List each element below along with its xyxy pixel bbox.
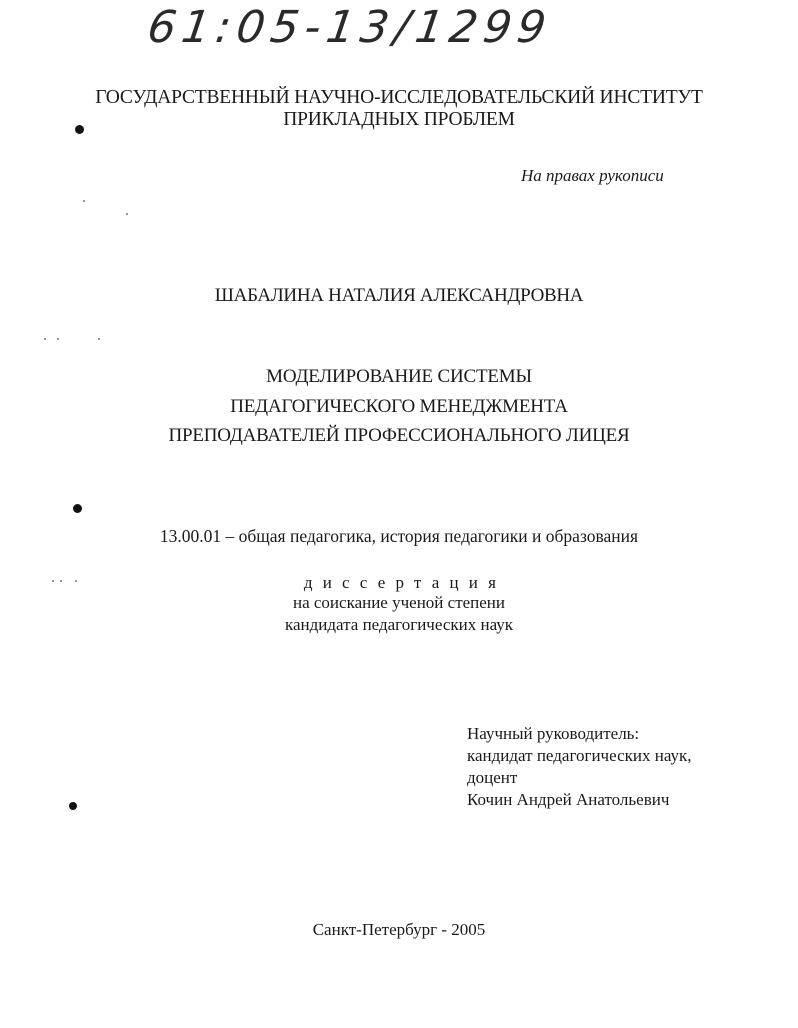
- scan-speck: [126, 213, 128, 215]
- city-year: Санкт-Петербург - 2005: [312, 920, 486, 939]
- institute-name: [0, 87, 798, 131]
- supervisor-name: Кочин Андрей Анатольевич: [467, 790, 670, 809]
- archive-number-handwritten: 61:05-13/1299: [144, 2, 556, 53]
- supervisor-rank: доцент: [467, 768, 518, 787]
- punch-hole-mark: [69, 802, 77, 810]
- scan-speck: [57, 338, 59, 340]
- scan-speck: [75, 580, 77, 582]
- dissertation-title: [0, 362, 798, 451]
- rights-note: На правах рукописи: [521, 166, 664, 185]
- punch-hole-mark: [73, 504, 82, 513]
- supervisor-label: Научный руководитель:: [467, 724, 640, 743]
- degree-line-1: на соискание ученой степени: [292, 593, 506, 612]
- title-line-2: ПЕДАГОГИЧЕСКОГО МЕНЕДЖМЕНТА: [230, 395, 568, 417]
- supervisor-degree: кандидат педагогических наук,: [467, 746, 692, 765]
- institute-line-2: ПРИКЛАДНЫХ ПРОБЛЕМ: [283, 109, 515, 130]
- scan-speck: [83, 200, 85, 202]
- work-type: диссертация: [303, 573, 507, 592]
- scan-speck: [60, 580, 62, 582]
- punch-hole-mark: [75, 125, 84, 134]
- scan-speck: [44, 338, 46, 340]
- scan-speck: [98, 338, 100, 340]
- author-name: ШАБАЛИНА НАТАЛИЯ АЛЕКСАНДРОВНА: [214, 285, 584, 306]
- specialty-code: 13.00.01 – общая педагогика, история педагогики и образования: [159, 526, 639, 546]
- institute-line-1: ГОСУДАРСТВЕННЫЙ НАУЧНО-ИССЛЕДОВАТЕЛЬСКИЙ ИНСТИТУТ: [95, 87, 703, 108]
- degree-line-2: кандидата педагогических наук: [284, 615, 514, 634]
- supervisor-block: [467, 723, 692, 811]
- degree-sought: [0, 592, 798, 636]
- scan-speck: [52, 580, 54, 582]
- title-line-3: ПРЕПОДАВАТЕЛЕЙ ПРОФЕССИОНАЛЬНОГО ЛИЦЕЯ: [168, 425, 630, 446]
- title-line-1: МОДЕЛИРОВАНИЕ СИСТЕМЫ: [266, 366, 532, 387]
